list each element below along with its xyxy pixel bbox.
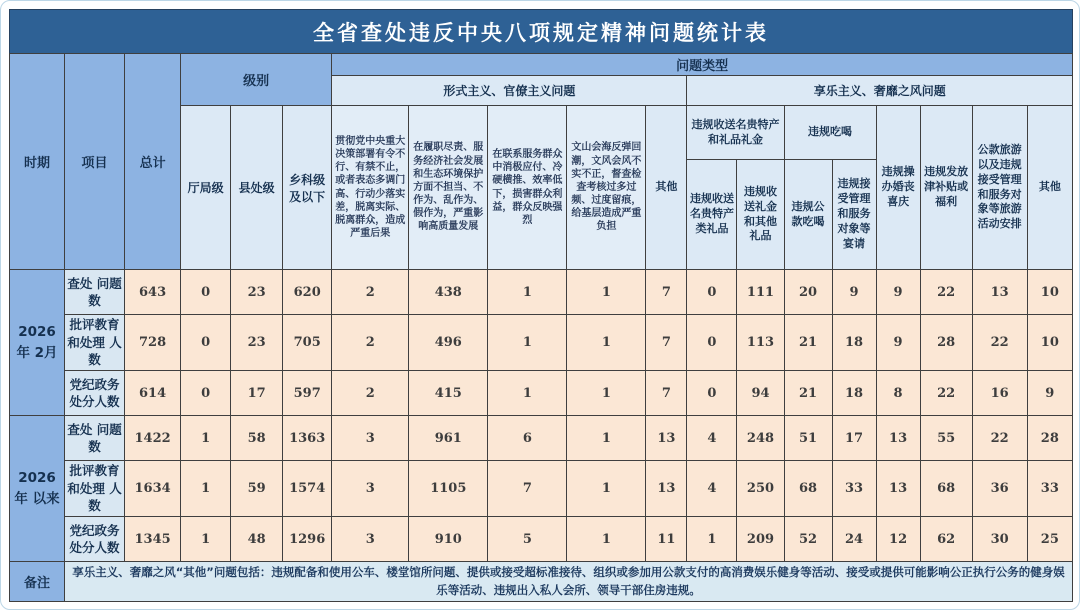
data-cell: 7 (488, 461, 567, 517)
data-cell: 705 (283, 315, 332, 371)
data-cell: 1 (488, 270, 567, 315)
data-cell: 13 (646, 461, 687, 517)
table-row (10, 371, 1073, 416)
data-cell: 5 (488, 517, 567, 562)
data-cell: 55 (920, 416, 972, 461)
data-cell: 24 (832, 517, 876, 562)
col-group-eating: 违规吃喝 (784, 106, 876, 160)
data-cell: 1 (488, 315, 567, 371)
data-cell: 9 (1027, 371, 1072, 416)
data-cell: 10 (1027, 315, 1072, 371)
table-row (10, 315, 1073, 371)
col-group-level: 级别 (181, 54, 332, 106)
data-cell: 9 (876, 270, 920, 315)
data-cell: 22 (920, 371, 972, 416)
note-text: 享乐主义、奢靡之风“其他”问题包括：违规配备和使用公车、楼堂馆所问题、提供或接受超标准接待、组织或参加用公款支付的高消费娱乐健身等活动、接受或提供可能影响公正执行公务的健身娱乐等活动、违规出入私人会所、领导干部住房违规。 (65, 562, 1073, 602)
data-cell: 1345 (125, 517, 181, 562)
data-cell: 1 (567, 517, 646, 562)
data-cell: 910 (409, 517, 488, 562)
data-cell: 4 (687, 416, 737, 461)
data-cell: 20 (784, 270, 832, 315)
data-cell: 30 (972, 517, 1027, 562)
data-cell: 1574 (283, 461, 332, 517)
col-header-period: 时期 (10, 54, 65, 270)
col-header-public-funded-travel: 公款旅游以及违规接受管理和服务对象等旅游活动安排 (972, 106, 1027, 270)
col-group-hedonism: 享乐主义、奢靡之风问题 (687, 76, 1073, 106)
data-cell: 415 (409, 371, 488, 416)
data-cell: 496 (409, 315, 488, 371)
col-header-item: 项目 (65, 54, 125, 270)
data-cell: 23 (231, 270, 283, 315)
col-header-allowances: 违规发放津补贴或福利 (920, 106, 972, 270)
data-cell: 961 (409, 416, 488, 461)
data-cell: 21 (784, 315, 832, 371)
data-cell: 209 (737, 517, 784, 562)
data-cell: 1634 (125, 461, 181, 517)
data-cell: 8 (876, 371, 920, 416)
data-cell: 7 (646, 371, 687, 416)
data-cell: 0 (181, 270, 231, 315)
col-group-gifts: 违规收送名贵特产和礼品礼金 (687, 106, 784, 160)
data-cell: 3 (332, 416, 409, 461)
data-cell: 3 (332, 517, 409, 562)
data-cell: 728 (125, 315, 181, 371)
data-cell: 597 (283, 371, 332, 416)
data-cell: 111 (737, 270, 784, 315)
data-cell: 48 (231, 517, 283, 562)
data-cell: 13 (646, 416, 687, 461)
data-cell: 59 (231, 461, 283, 517)
col-header-level-ting: 厅局级 (181, 106, 231, 270)
col-header-specialty-gifts: 违规收送名贵特产类礼品 (687, 160, 737, 270)
col-group-problem-type: 问题类型 (332, 54, 1073, 76)
data-cell: 22 (972, 416, 1027, 461)
data-cell: 0 (181, 315, 231, 371)
data-cell: 1 (181, 416, 231, 461)
data-cell: 0 (687, 270, 737, 315)
data-cell: 1 (181, 517, 231, 562)
data-cell: 13 (876, 461, 920, 517)
data-cell: 2 (332, 270, 409, 315)
data-cell: 94 (737, 371, 784, 416)
col-group-formalism: 形式主义、官僚主义问题 (332, 76, 687, 106)
row-label: 批评教育 和处理 人数 (65, 461, 125, 517)
data-cell: 33 (832, 461, 876, 517)
col-header-formalism-3: 在联系服务群众中消极应付、冷硬横推、效率低下，损害群众利益，群众反映强烈 (488, 106, 567, 270)
period-cell-ytd: 2026年 以来 (10, 416, 65, 562)
data-cell: 9 (876, 315, 920, 371)
note-label: 备注 (10, 562, 65, 602)
period-cell-feb: 2026年 2月 (10, 270, 65, 416)
col-header-formalism-other: 其他 (646, 106, 687, 270)
data-cell: 13 (876, 416, 920, 461)
data-cell: 2 (332, 371, 409, 416)
table-row (10, 270, 1073, 315)
data-cell: 22 (920, 270, 972, 315)
table-row (10, 416, 1073, 461)
data-cell: 68 (784, 461, 832, 517)
data-cell: 18 (832, 371, 876, 416)
col-header-formalism-2: 在履职尽责、服务经济社会发展和生态环境保护方面不担当、不作为、乱作为、假作为，严重影响高质量发展 (409, 106, 488, 270)
data-cell: 16 (972, 371, 1027, 416)
data-cell: 9 (832, 270, 876, 315)
data-cell: 3 (332, 461, 409, 517)
data-cell: 1422 (125, 416, 181, 461)
data-cell: 1 (181, 461, 231, 517)
data-cell: 52 (784, 517, 832, 562)
data-cell: 438 (409, 270, 488, 315)
data-cell: 0 (687, 315, 737, 371)
data-cell: 36 (972, 461, 1027, 517)
col-header-banquet-invites: 违规接受管理和服务对象等宴请 (832, 160, 876, 270)
data-cell: 10 (1027, 270, 1072, 315)
row-label: 批评教育 和处理 人数 (65, 315, 125, 371)
data-cell: 22 (972, 315, 1027, 371)
table-row (10, 517, 1073, 562)
data-cell: 21 (784, 371, 832, 416)
data-cell: 7 (646, 315, 687, 371)
data-cell: 68 (920, 461, 972, 517)
data-cell: 1 (567, 371, 646, 416)
col-header-total: 总计 (125, 54, 181, 270)
data-cell: 33 (1027, 461, 1072, 517)
data-cell: 62 (920, 517, 972, 562)
data-cell: 28 (920, 315, 972, 371)
data-cell: 1 (488, 371, 567, 416)
row-label: 查处 问题数 (65, 270, 125, 315)
row-label: 党纪政务 处分人数 (65, 517, 125, 562)
statistics-table (9, 53, 1073, 602)
data-cell: 17 (231, 371, 283, 416)
col-header-cash-gifts: 违规收送礼金和其他礼品 (737, 160, 784, 270)
page-title: 全省查处违反中央八项规定精神问题统计表 (9, 9, 1073, 53)
col-header-public-funds-dining: 违规公款吃喝 (784, 160, 832, 270)
data-cell: 248 (737, 416, 784, 461)
data-cell: 7 (646, 270, 687, 315)
data-cell: 1 (687, 517, 737, 562)
data-cell: 1363 (283, 416, 332, 461)
data-cell: 2 (332, 315, 409, 371)
data-cell: 1 (567, 270, 646, 315)
col-header-formalism-4: 文山会海反弹回潮，文风会风不实不正，督查检查考核过多过频、过度留痕，给基层造成严重负担 (567, 106, 646, 270)
data-cell: 614 (125, 371, 181, 416)
col-header-hedonism-other: 其他 (1027, 106, 1072, 270)
data-cell: 25 (1027, 517, 1072, 562)
data-cell: 1 (567, 315, 646, 371)
data-cell: 28 (1027, 416, 1072, 461)
data-cell: 1105 (409, 461, 488, 517)
data-cell: 0 (687, 371, 737, 416)
data-cell: 1 (567, 416, 646, 461)
data-cell: 1 (567, 461, 646, 517)
data-cell: 0 (181, 371, 231, 416)
data-cell: 51 (784, 416, 832, 461)
data-cell: 13 (972, 270, 1027, 315)
data-cell: 23 (231, 315, 283, 371)
data-cell: 11 (646, 517, 687, 562)
data-cell: 12 (876, 517, 920, 562)
row-label: 党纪政务 处分人数 (65, 371, 125, 416)
data-cell: 643 (125, 270, 181, 315)
data-cell: 1296 (283, 517, 332, 562)
data-cell: 4 (687, 461, 737, 517)
data-cell: 113 (737, 315, 784, 371)
data-cell: 58 (231, 416, 283, 461)
col-header-level-xiang: 乡科级及以下 (283, 106, 332, 270)
data-cell: 6 (488, 416, 567, 461)
note-row (10, 562, 1073, 602)
col-header-weddings-funerals: 违规操办婚丧喜庆 (876, 106, 920, 270)
data-cell: 620 (283, 270, 332, 315)
table-row (10, 461, 1073, 517)
row-label: 查处 问题数 (65, 416, 125, 461)
col-header-formalism-1: 贯彻党中央重大决策部署有令不行、有禁不止，或者表态多调门高、行动少落实差，脱离实际、脱离群众，造成严重后果 (332, 106, 409, 270)
col-header-level-xian: 县处级 (231, 106, 283, 270)
data-cell: 18 (832, 315, 876, 371)
data-cell: 250 (737, 461, 784, 517)
data-cell: 17 (832, 416, 876, 461)
